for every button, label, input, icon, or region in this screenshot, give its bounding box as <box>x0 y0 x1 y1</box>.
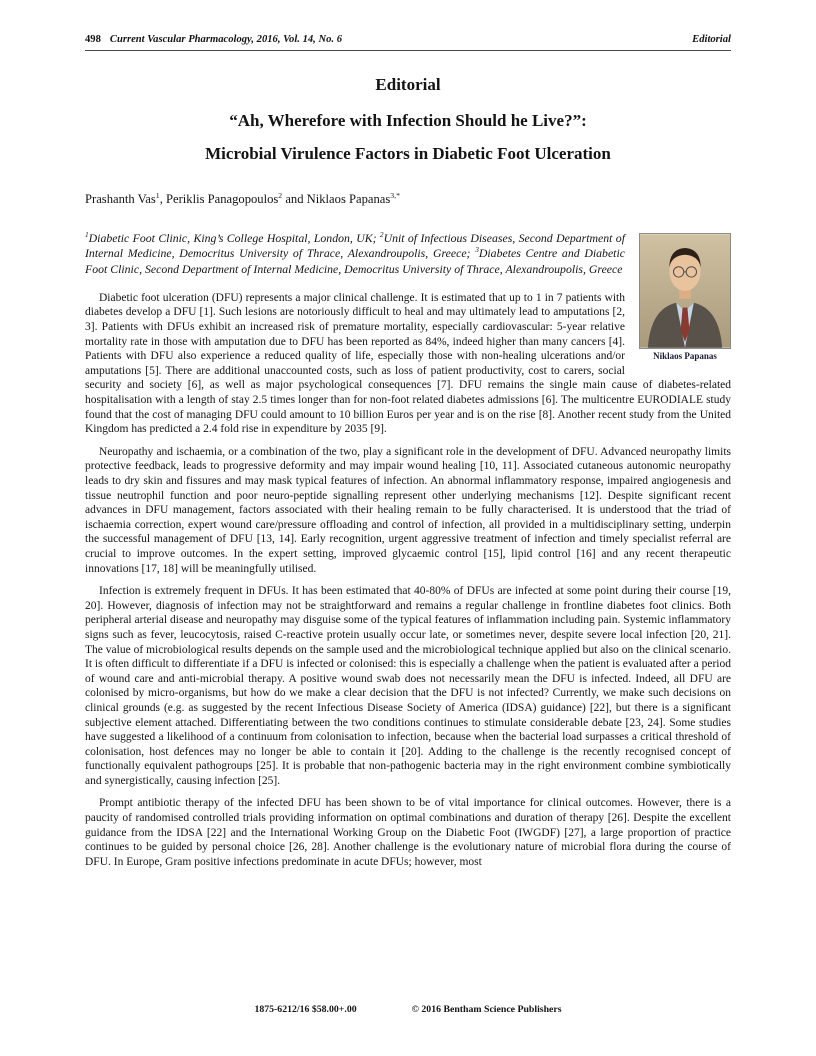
header-divider <box>85 50 731 51</box>
photo-caption: Niklaos Papanas <box>653 351 717 361</box>
section-heading: Editorial <box>375 75 441 94</box>
affiliation-marker-1: 1 <box>85 230 89 240</box>
author-name-1: Prashanth Vas <box>85 192 156 206</box>
article-title-line-2: Microbial Virulence Factors in Diabetic Foot Ulceration <box>205 144 611 163</box>
journal-citation: Current Vascular Pharmacology, 2016, Vol. 14, No. 6 <box>109 34 342 45</box>
author-affil-marker-3: 3,* <box>390 190 401 200</box>
authors-line <box>85 192 731 207</box>
body-paragraph-4: Prompt antibiotic therapy of the infected DFU has been shown to be of vital importance for clinical outcomes. However, there is a paucity of randomised controlled trials providing information on optimal combinations and duration of therapy [26]. Despite the excellent guidance from the IDSA [22] and the International Working Group on the Diabetic Foot (IWGDF) [27], a large proportion of practice continues to be guided by personal choice [26, 28]. Another challenge is the evolutionary nature of microbial flora during the course of DFU. In Europe, Gram positive infections predominate in acute DFUs; however, most <box>85 797 731 868</box>
running-head-left <box>85 34 342 45</box>
author-affil-marker-2: 2 <box>278 190 283 200</box>
page-number: 498 <box>85 34 101 45</box>
affiliations <box>85 231 731 277</box>
author-name-2: , Periklis Panagopoulos <box>159 192 279 206</box>
running-head <box>85 34 731 45</box>
affiliation-marker-2: 2 <box>379 230 384 240</box>
running-head-section-label: Editorial <box>692 34 731 45</box>
copyright-notice: © 2016 Bentham Science Publishers <box>411 1004 562 1015</box>
author-photo-figure <box>639 233 731 361</box>
affiliation-marker-3: 3 <box>475 245 479 255</box>
article-title-line-1: “Ah, Wherefore with Infection Should he Live?”: <box>229 111 587 130</box>
body-paragraph-3: Infection is extremely frequent in DFUs. It has been estimated that 40-80% of DFUs are infected at some point during their course [19, 20]. However, diagnosis of infection may not be straightforward and remains a regular challenge in frontline diabetes foot clinics. Both peripheral arterial disease and neuropathy may disguise some of the typical features of inflammation including pain. Systemic inflammatory signs such as fever, leucocytosis, raised C-reactive protein usually occur late, or sometimes never, despite severe local infection [20, 21]. The value of microbiological results depends on the sample used and the microbiological technique applied but also on the clinical scenario. It is often difficult to differentiate if a DFU is infected or colonised: this is especially a challenge when the patient is evaluated after a period of wound care and anti-microbial therapy. A positive wound swab does not necessarily mean the DFU is infected. Indeed, all DFU are colonised by micro-organisms, but how do we make a clear decision that the DFU is not infected? Currently, we make such decisions on clinical grounds (e.g. as suggested by the recent Infectious Disease Society of America (IDSA) guidance) [22], but there is a significant subjective element attached. Differentiating between the two conditions continues to stimulate considerable debate [23, 24]. Some studies have suggested a likelihood of a continuum from colonisation to infection, because when the bacterial load surpasses a critical threshold of colonisation, host defences may no longer be able to contain it [20]. Adding to the challenge is the recently recognised concept of functionally equivalent pathogroups [25]. It is probable that non-pathogenic bacteria may in the right environment combine symbiotically and synergistically, causing infection [25]. <box>85 585 731 787</box>
affiliation-text-3: Diabetes Centre and Diabetic Foot Clinic, Second Department of Internal Medicine, Democritus University of Thrace, Alexandroupolis, Greece <box>85 246 625 276</box>
affiliation-text-1: Diabetic Foot Clinic, King’s College Hospital, London, UK; <box>88 231 380 245</box>
article-body <box>85 231 731 869</box>
author-photo <box>639 233 731 349</box>
body-paragraph-2: Neuropathy and ischaemia, or a combination of the two, play a significant role in the development of DFU. Advanced neuropathy limits protective feedback, leads to progressive deformity and may impair wound healing [10, 11]. Associated cutaneous autonomic neuropathy leads to dry skin and fissures and may mask typical features of infection. An abnormal inflammatory response, impaired angiogenesis and tissue neutrophil function and poor neuro-peptide signalling represent other underlying mechanisms [12]. Despite significant recent advances in DFU management, factors associated with their healing remain to be fully characterised. It is understood that the triad of ischaemia correction, expert wound care/pressure offloading and control of infection, all provided in a multidisciplinary setting, underpin the successful management of DFU [13, 14]. Early recognition, urgent aggressive treatment of infection and timely specialist referral are crucial to improve outcomes. In the expert setting, improved glycaemic control [15], lipid control [16] and any recent therapeutic innovations [17, 18] will be meaningfully utilised. <box>85 445 731 575</box>
page-footer <box>0 1004 816 1015</box>
affiliation-text-2: Unit of Infectious Diseases, Second Department of Internal Medicine, Democritus University of Thrace, Alexandroupolis, Greece; <box>85 231 625 261</box>
author-name-3: and Niklaos Papanas <box>282 192 391 206</box>
author-affil-marker-1: 1 <box>155 190 160 200</box>
body-paragraph-1: Diabetic foot ulceration (DFU) represents a major clinical challenge. It is estimated that up to 1 in 7 patients with diabetes develop a DFU [1]. Such lesions are notoriously difficult to heal and may ultimately lead to amputations [2, 3]. Patients with DFUs exhibit an increased risk of premature mortality, especially cardiovascular: 5-year relative mortality rate in those with amputation due to DFU has been reported as 84%, indeed higher than many cancers [4]. Patients with DFU also experience a reduced quality of life, especially those with non-healing ulcerations and/or amputations [5]. There are additional unaccounted costs, such as loss of patient productivity, cost to carers, social security and society [6], as well as major psychological consequences [7]. DFU remains the single main cause of diabetes-related hospitalisation with a length of stay 2.5 times longer than for non-foot related diabetes admissions [6]. The multicentre EURODIALE study found that the cost of managing DFU could amount to 10 billion Euros per year and is on the rise [8]. Another recent study from the United Kingdom has predicted a 2.4 fold rise in expenditure by 2035 [9]. <box>85 291 731 436</box>
issn-price: 1875-6212/16 $58.00+.00 <box>254 1004 357 1015</box>
